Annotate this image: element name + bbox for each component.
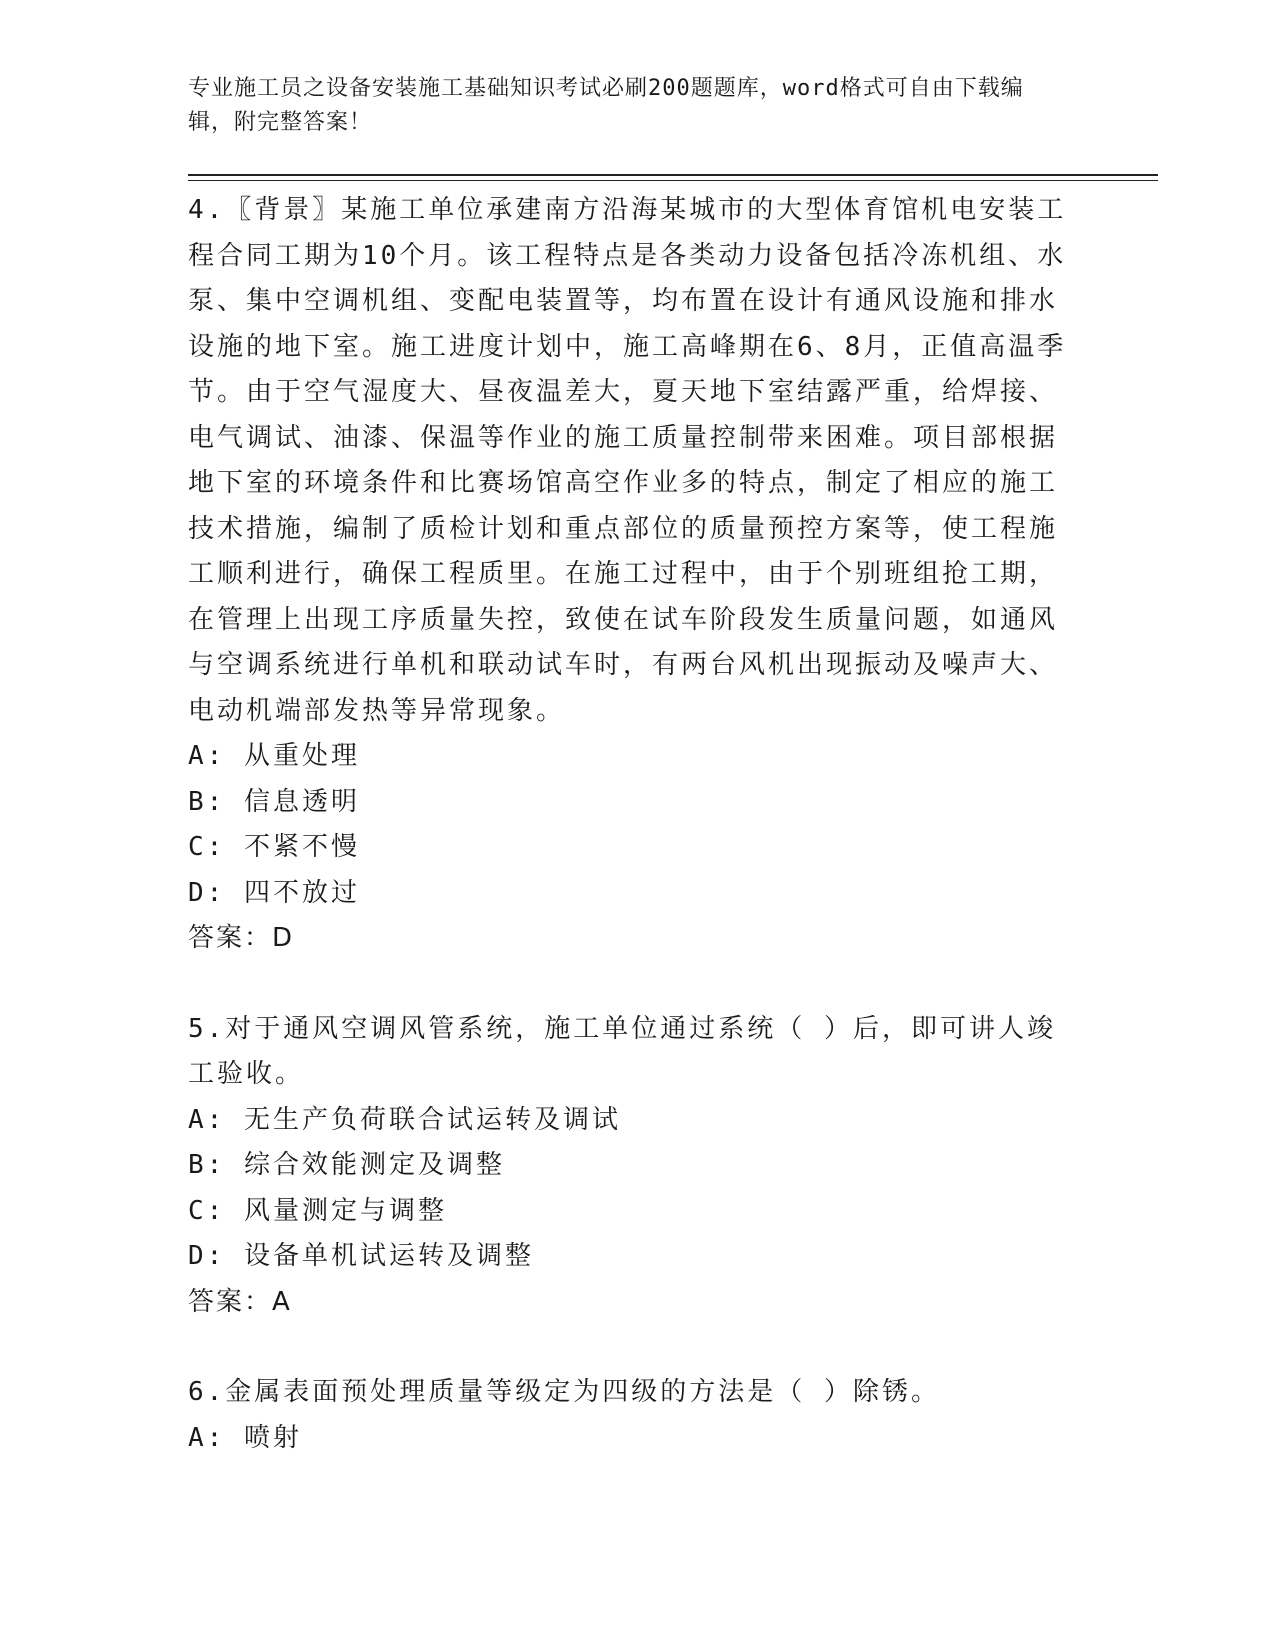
option-c: C: 不紧不慢 (188, 832, 360, 862)
option-a: A: 无生产负荷联合试运转及调试 (188, 1104, 621, 1135)
question-spacer (188, 962, 1068, 1007)
option-c: C: 风量测定与调整 (188, 1195, 447, 1226)
question-stem: 6.金属表面预处理质量等级定为四级的方法是（ ）除锈。 (188, 1377, 940, 1407)
question-6 (188, 1370, 1068, 1461)
question-4 (188, 188, 1068, 962)
option-d: D: 设备单机试运转及调整 (188, 1241, 534, 1271)
option-b: B: 综合效能测定及调整 (188, 1150, 505, 1180)
option-a: A: 从重处理 (188, 741, 360, 771)
question-spacer (188, 1325, 1068, 1370)
question-stem: 5.对于通风空调风管系统，施工单位通过系统（ ）后，即可讲人竣工验收。 (188, 1013, 1056, 1089)
document-header: 专业施工员之设备安装施工基础知识考试必刷200题题库，word格式可自由下载编辑，附完整答案！ (188, 76, 1024, 135)
question-5 (188, 1007, 1068, 1326)
header-rule-thick (188, 174, 1158, 176)
option-d: D: 四不放过 (188, 877, 360, 908)
answer-line: 答案：D (188, 923, 295, 953)
question-stem: 4.〖背景〗某施工单位承建南方沿海某城市的大型体育馆机电安装工程合同工期为10个月。该工程特点是各类动力设备包括冷冻机组、水泵、集中空调机组、变配电装置等，均布置在设计有通风设施和排水设施的地下室。施工进度计划中，施工高峰期在6、8月，正值高温季节。由于空气湿度大、昼夜温差大，夏天地下室结露严重，给焊接、电气调试、油漆、保温等作业的施工质量控制带来困难。项目部根据地下室的环境条件和比赛场馆高空作业多的特点，制定了相应的施工技术措施，编制了质检计划和重点部位的质量预控方案等，使工程施工顺利进行，确保工程质里。在施工过程中，由于个别班组抢工期，在管理上出现工序质量失控，致使在试车阶段发生质量问题，如通风与空调系统进行单机和联动试车时，有两台风机出现振动及噪声大、电动机端部发热等异常现象。 (188, 195, 1067, 726)
answer-line: 答案：A (188, 1286, 292, 1317)
question-list (188, 188, 1068, 1461)
header-rule-thin (188, 180, 1158, 181)
option-b: B: 信息透明 (188, 786, 360, 817)
option-a: A: 喷射 (188, 1422, 302, 1453)
